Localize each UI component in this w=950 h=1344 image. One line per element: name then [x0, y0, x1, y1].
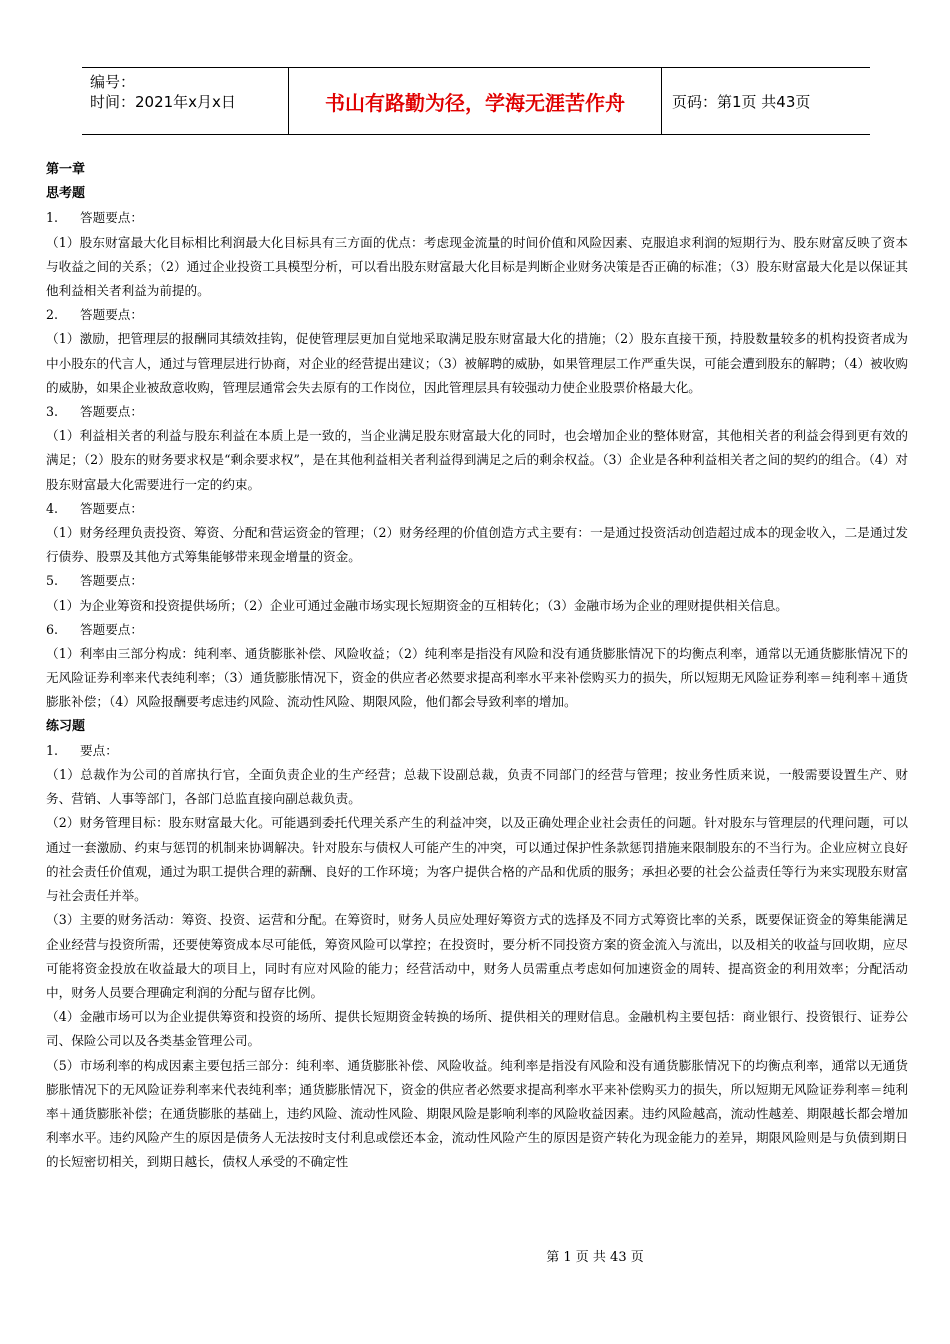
question-number: 1. — [46, 210, 59, 226]
time-label: 时间：2021年x月x日 — [90, 93, 236, 111]
number-label: 编号： — [90, 73, 136, 91]
question-heading — [46, 497, 908, 521]
page-footer: 第 1 页 共 43 页 — [546, 1250, 644, 1265]
document-body — [46, 158, 908, 1175]
question-heading — [46, 400, 908, 424]
question-label: 答题要点： — [80, 573, 143, 589]
section-title: 练习题 — [46, 718, 86, 734]
sections — [46, 182, 908, 1174]
question-number: 5. — [46, 573, 59, 589]
question-heading — [46, 739, 908, 763]
question-number: 1. — [46, 742, 59, 758]
page-label: 页码：第1页 共43页 — [662, 68, 871, 135]
answer-paragraph: （1）利率由三部分构成：纯利率、通货膨胀补偿、风险收益；（2）纯利率是指没有风险和没有通货膨胀情况下的均衡点利率，通常以无通货膨胀情况下的无风险证券利率来代表纯利率；（3）通货膨胀情况下，资金的供应者必然要求提高利率水平来补偿购买力的损失，所以短期无风险证券利率＝纯利率＋通货膨胀补偿；（4）风险报酬要考虑违约风险、流动性风险、期限风险，他们都会导致利率的增加。 — [46, 646, 908, 710]
question-number: 2. — [46, 307, 59, 323]
answer-paragraph: （5）市场利率的构成因素主要包括三部分：纯利率、通货膨胀补偿、风险收益。纯利率是指没有风险和没有通货膨胀情况下的均衡点利率，通常以无通货膨胀情况下的无风险证券利率来代表纯利率；通货膨胀情况下，资金的供应者必然要求提高利率水平来补偿购买力的损失，所以短期无风险证券利率＝纯利率＋通货膨胀补偿；在通货膨胀的基础上，违约风险、流动性风险、期限风险是影响利率的风险收益因素。违约风险越高，流动性越差、期限越长都会增加利率水平。违约风险产生的原因是债务人无法按时支付利息或偿还本金，流动性风险产生的原因是资产转化为现金能力的差异，期限风险则是与负债到期日的长短密切相关，到期日越长，债权人承受的不确定性 — [46, 1057, 908, 1170]
answer-paragraph: （4）金融市场可以为企业提供筹资和投资的场所、提供长短期资金转换的场所、提供相关的理财信息。金融机构主要包括：商业银行、投资银行、证券公司、保险公司以及各类基金管理公司。 — [46, 1009, 908, 1049]
section-title: 思考题 — [46, 186, 86, 202]
question-heading — [46, 569, 908, 593]
document-header — [82, 67, 870, 135]
question-label: 答题要点： — [80, 307, 143, 323]
question-number: 4. — [46, 500, 59, 516]
answer-paragraph: （1）利益相关者的利益与股东利益在本质上是一致的，当企业满足股东财富最大化的同时，也会增加企业的整体财富，其他相关者的利益会得到更有效的满足；（2）股东的财务要求权是“剩余要求权”，是在其他利益相关者利益得到满足之后的剩余权益。（3）企业是各种利益相关者之间的契约的组合。（4）对股东财富最大化需要进行一定的约束。 — [46, 428, 908, 492]
answer-paragraph: （1）财务经理负责投资、筹资、分配和营运资金的管理；（2）财务经理的价值创造方式主要有：一是通过投资活动创造超过成本的现金收入，二是通过发行债券、股票及其他方式筹集能够带来现金增量的资金。 — [46, 525, 908, 565]
question-label: 答题要点： — [80, 210, 143, 226]
question-heading — [46, 618, 908, 642]
answer-paragraph: （1）总裁作为公司的首席执行官，全面负责企业的生产经营；总裁下设副总裁，负责不同部门的经营与管理；按业务性质来说，一般需要设置生产、财务、营销、人事等部门，各部门总监直接向副总裁负责。 — [46, 767, 908, 807]
question-number: 3. — [46, 404, 59, 420]
question-label: 答题要点： — [80, 621, 143, 637]
header-left-cell — [82, 68, 289, 135]
motto: 书山有路勤为径，学海无涯苦作舟 — [289, 68, 662, 135]
question-label: 答题要点： — [80, 500, 143, 516]
answer-paragraph: （2）财务管理目标：股东财富最大化。可能遇到委托代理关系产生的利益冲突，以及正确处理企业社会责任的问题。针对股东与管理层的代理问题，可以通过一套激励、约束与惩罚的机制来协调解决。针对股东与债权人可能产生的冲突，可以通过保护性条款惩罚措施来限制股东的不当行为。企业应树立良好的社会责任价值观，通过为职工提供合理的薪酬、良好的工作环境；为客户提供合格的产品和优质的服务；承担必要的社会公益责任等行为来实现股东财富与社会责任并举。 — [46, 815, 908, 904]
answer-paragraph: （1）股东财富最大化目标相比利润最大化目标具有三方面的优点：考虑现金流量的时间价值和风险因素、克服追求利润的短期行为、股东财富反映了资本与收益之间的关系；（2）通过企业投资工具模型分析，可以看出股东财富最大化目标是判断企业财务决策是否正确的标准；（3）股东财富最大化是以保证其他利益相关者利益为前提的。 — [46, 234, 908, 299]
question-label: 答题要点： — [80, 404, 143, 420]
question-heading — [46, 303, 908, 327]
answer-paragraph: （3）主要的财务活动：筹资、投资、运营和分配。在筹资时，财务人员应处理好筹资方式的选择及不同方式筹资比率的关系，既要保证资金的筹集能满足企业经营与投资所需，还要使筹资成本尽可能低，筹资风险可以掌控；在投资时，要分析不同投资方案的资金流入与流出，以及相关的收益与回收期，应尽可能将资金投放在收益最大的项目上，同时有应对风险的能力；经营活动中，财务人员需重点考虑如何加速资金的周转、提高资金的利用效率；分配活动中，财务人员要合理确定利润的分配与留存比例。 — [46, 912, 908, 1000]
answer-paragraph: （1）为企业筹资和投资提供场所；（2）企业可通过金融市场实现长短期资金的互相转化；（3）金融市场为企业的理财提供相关信息。 — [46, 597, 788, 613]
question-label: 要点： — [80, 742, 118, 758]
question-heading — [46, 206, 908, 230]
question-number: 6. — [46, 621, 59, 637]
answer-paragraph: （1）激励，把管理层的报酬同其绩效挂钩，促使管理层更加自觉地采取满足股东财富最大化的措施；（2）股东直接干预，持股数量较多的机构投资者成为中小股东的代言人，通过与管理层进行协商，对企业的经营提出建议；（3）被解聘的威胁，如果管理层工作严重失误，可能会遭到股东的解聘；（4）被收购的威胁，如果企业被敌意收购，管理层通常会失去原有的工作岗位，因此管理层具有较强动力使企业股票价格最大化。 — [46, 331, 908, 395]
chapter-title: 第一章 — [46, 162, 86, 177]
